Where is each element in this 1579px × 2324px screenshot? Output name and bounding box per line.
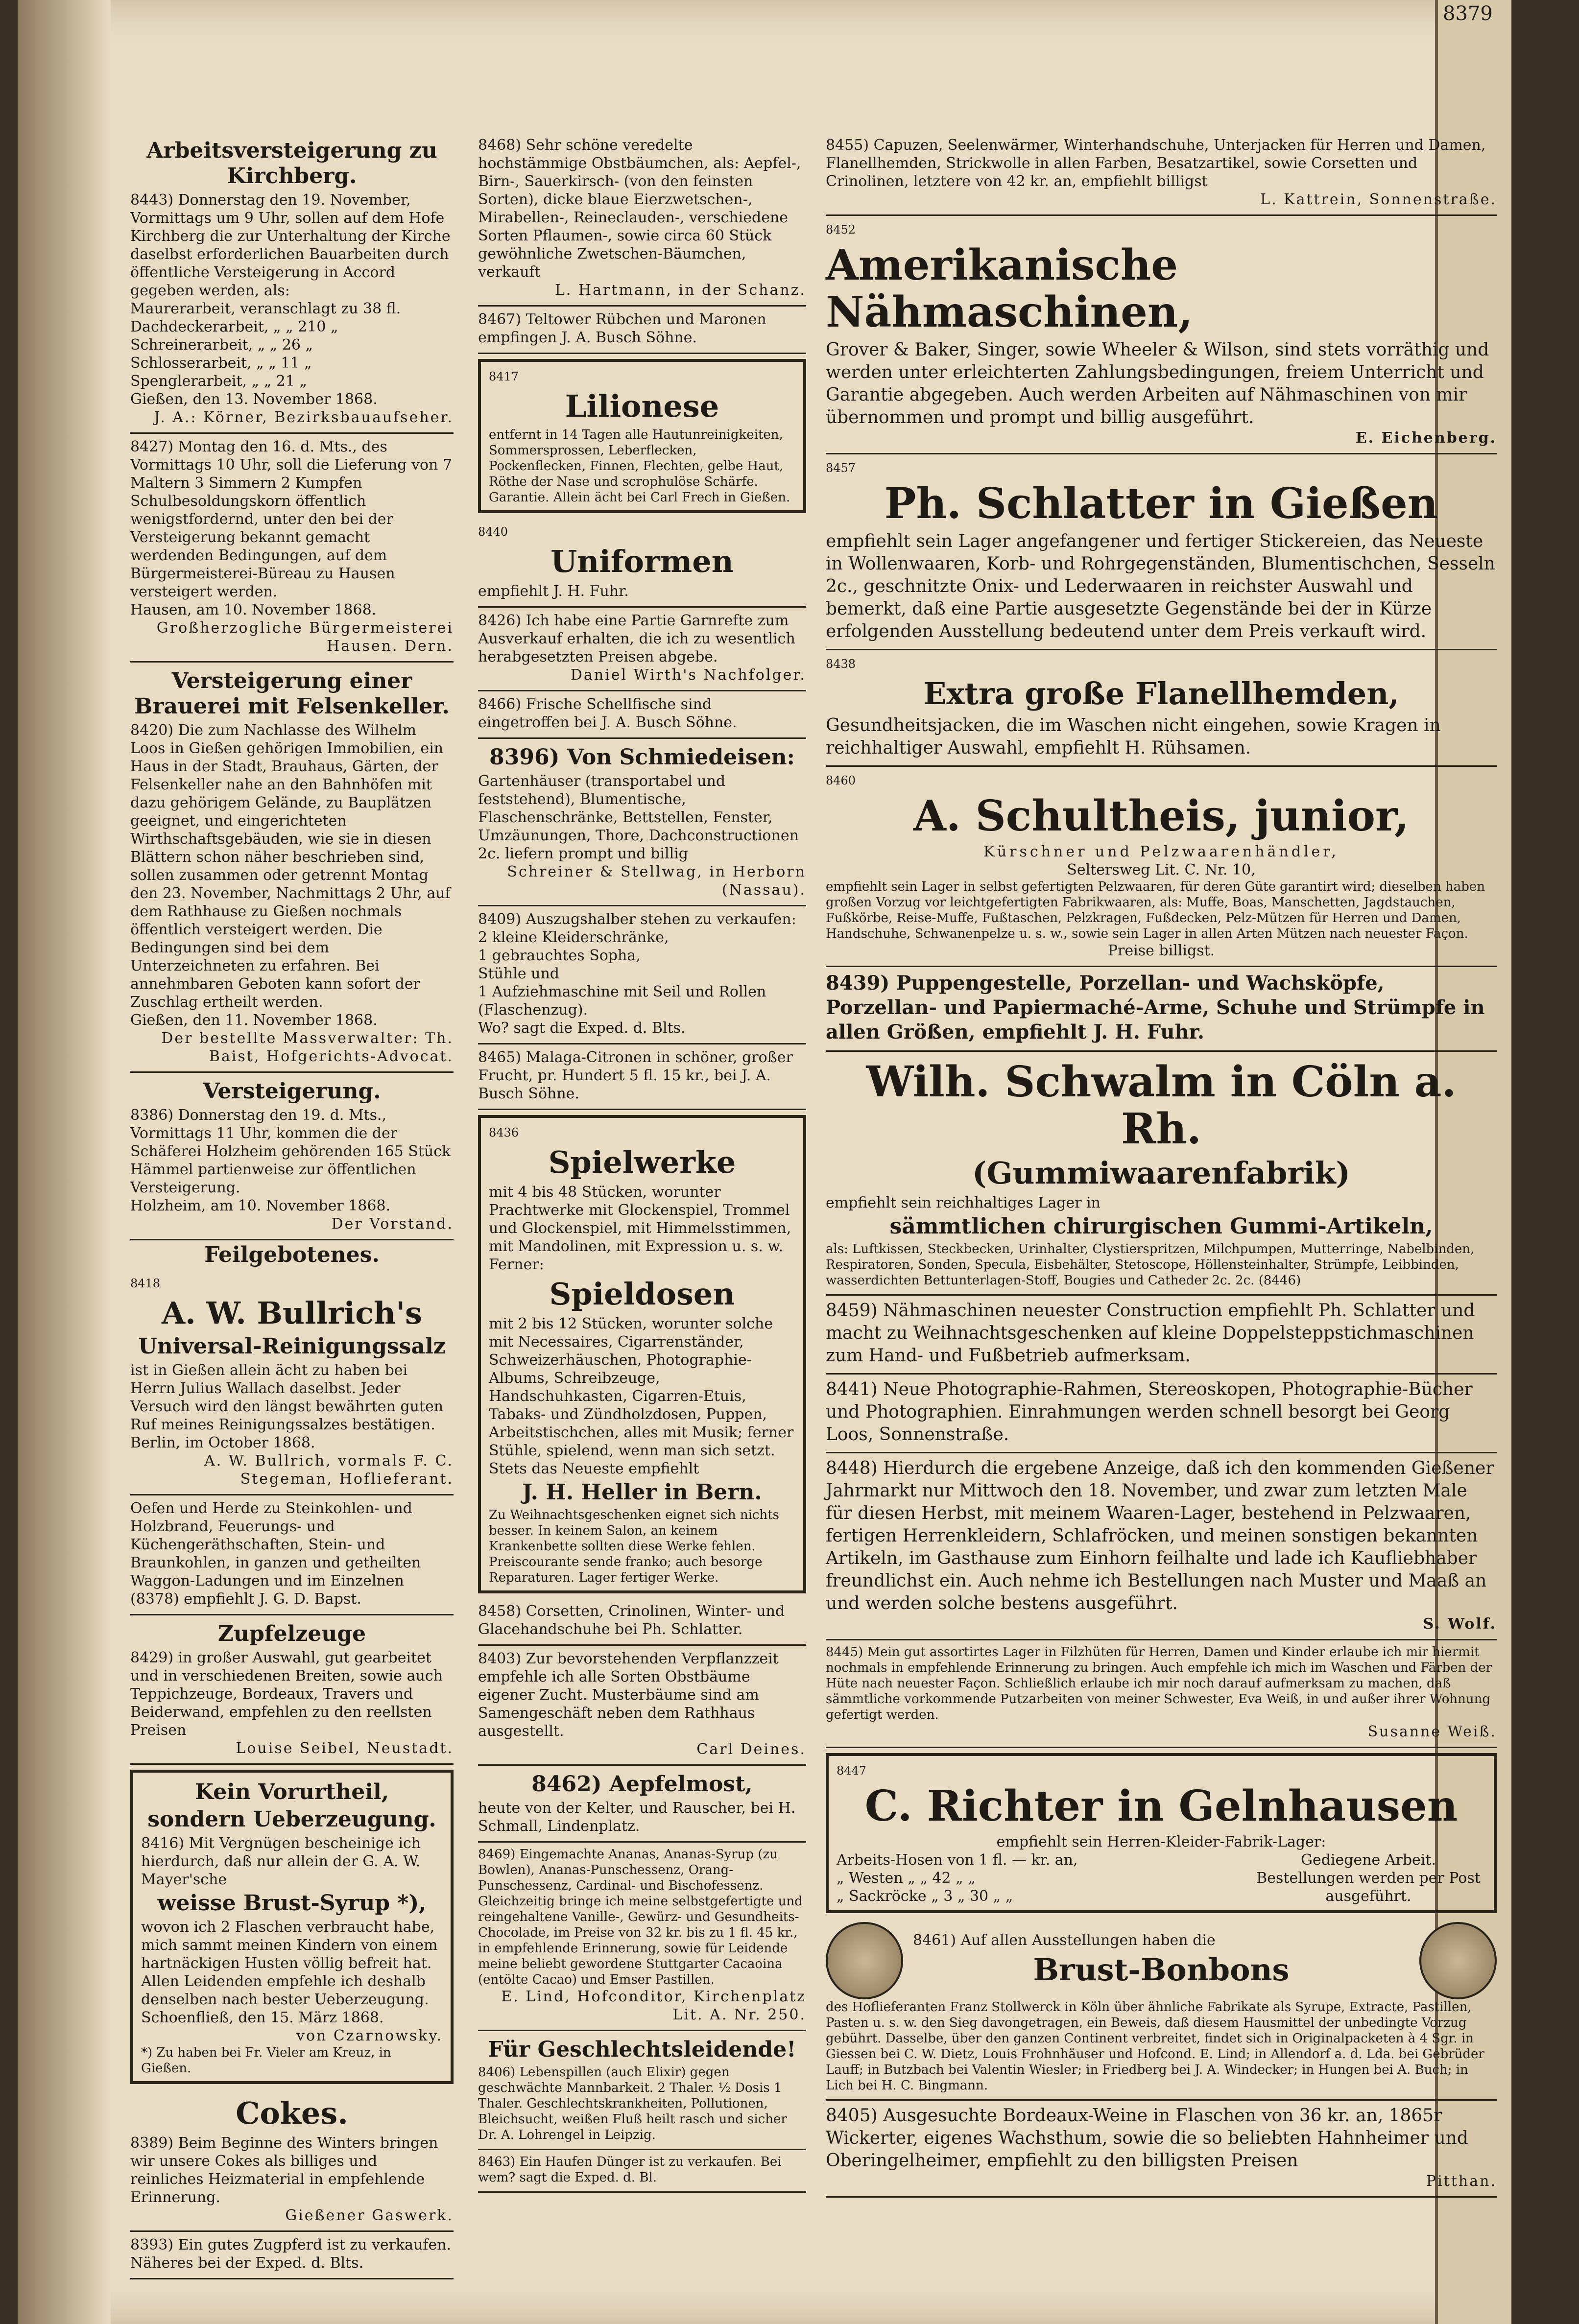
ad-signature: E. Eichenberg. [1355,429,1497,447]
ad-text: 8403) Zur bevorstehenden Verpflanzzeit empfehle ich alle Sorten Obstbäume eigener Zucht. Musterbäume sind am Samengeschäft neben dem Rathhaus ausgestellt. [478,1650,779,1740]
ad-lebenspillen [478,2031,806,2150]
section-heading: Feilgebotenes. [204,1242,380,1267]
ad-text: 8443) Donnerstag den 19. November, Vormittags um 9 Uhr, sollen auf dem Hofe Kirchberg die zur Unterhaltung der Kirche daselbst erforderlichen Bauarbeiten durch öffentliche Versteigerung in Accord gegeben werden, als: [130,191,451,299]
ad-garnreste [478,608,806,691]
ad-signature: Der bestellte Massverwalter: Th. Baist, Hofgerichts-Advocat. [161,1030,454,1065]
edge-number: 8379 [1443,2,1493,25]
ad-text: 8420) Die zum Nachlasse des Wilhelm Loos in Gießen gehörigen Immobilien, ein Haus in der Stadt, Brauhaus, Gärten, der Felsenkeller nahe an den Bahnhöfen mit dazu gehörigem Gelände, zu Bauplätzen geeignet, und eingerichteten Wirthschaftsgebäuden, wie sie in diesen Blättern schon näher beschrieben sind, sollen zusammen oder getrennt Montag den 23. November, Nachmittags 2 Uhr, auf dem Rathhause zu Gießen nochmals öffentlich versteigert werden. Die Bedingungen sind bei dem Unterzeichneten zu erfahren. Bei annehmbaren Geboten kann sofort der Zuschlag ertheilt werden. [130,722,451,1011]
ad-signature: Louise Seibel, Neustadt. [236,1740,454,1757]
ad-hausen [130,434,454,663]
ad-text: 8467) Teltower Rübchen und Maronen empfingen J. A. Busch Söhne. [478,311,766,346]
ad-heading: Cokes. [236,2095,348,2131]
ad-ruebchen [478,307,806,354]
ad-text: 8441) Neue Photographie-Rahmen, Stereoskopen, Photographie-Bücher und Photographien. Einrahmungen werden schnell besorgt bei Georg Loos, Sonnenstraße. [826,1379,1473,1445]
ad-text: Grover & Baker, Singer, sowie Wheeler & Wilson, sind stets vorräthig und werden unter erleichterten Zahlungsbedingungen, freiem Unterricht und Garantie abgegeben. Auch werden Arbeiten auf Nähmaschinen von mir übernommen und prompt und billig ausgeführt. [826,340,1489,427]
ad-product: weisse Brust-Syrup *), [157,1891,427,1916]
ad-schellfische [478,691,806,739]
ad-date: Gießen, den 13. November 1868. [130,391,378,408]
ad-item: 1 gebrauchtes Sopha, [478,947,641,964]
ad-schultheis [826,767,1497,967]
ad-text: 8445) Mein gut assortirtes Lager in Filzhüten für Herren, Damen und Kinder erlaube ich mir hiermit nochmals in empfehlende Erinnerung zu bringen. Auch empfehle ich mich im Waschen und Färben der Hüte nach neuester Façon. Schließlich erlaube ich mir noch darauf aufmerksam zu machen, daß sämmtliche vorkommende Putzarbeiten von meiner Schwester, Eva Weiß, in und außer ihrer Wohnung gefertigt werden. [826,1645,1492,1722]
ad-auszug [478,906,806,1044]
ad-text: mit 2 bis 12 Stücken, worunter solche mit Necessaires, Cigarrenständer, Schweizerhäuschen, Photographie-Albums, Schreibzeuge, Handschuhkasten, Cigarren-Etuis, Tabaks- und Zündholzdosen, Puppen, Arbeitstischchen, alles mit Musik; ferner Stühle, spielend, wenn man sich setzt. Stets das Neueste empfiehlt [489,1315,794,1477]
ad-number: 8436 [489,1126,519,1139]
ad-text: 8466) Frische Schellfische sind eingetroffen bei J. A. Busch Söhne. [478,696,737,731]
ad-heading: 8462) Aepfelmost, [531,1772,753,1797]
ad-bordeaux [826,2101,1497,2198]
ad-text: empfiehlt sein Lager in selbst gefertigten Pelzwaaren, für deren Güte garantirt wird; dieselben haben großen Vorzug vor leichtgefertigten Fabrikwaaren, als: Muffe, Boas, Manschetten, Jagdstauchen, Fußkörbe, Reise-Muffe, Fußtaschen, Pelzkragen, Fußdecken, Pelz-Mützen für Herren und Damen, Handschuhe, Schwanenpelze u. s. w., sowie sein Lager in allen Arten Mützen nach neuester Façon. [826,879,1485,941]
ad-signature: L. Hartmann, in der Schanz. [555,282,806,299]
ad-naehmaschinen-amerika [826,216,1497,454]
ad-wolf [826,1453,1497,1640]
ad-text: 8406) Lebenspillen (auch Elixir) gegen geschwächte Mannbarkeit. 2 Thaler. ½ Dosis 1 Thaler. Geschlechtskrankheiten, Pollutionen, Bleichsucht, weißen Fluß heilt rasch und sicher Dr. A. Lohrengel in Leipzig. [478,2065,787,2142]
ad-subheading: empfiehlt sein Herren-Kleider-Fabrik-Lager: [996,1833,1326,1850]
column-3 [826,132,1497,2198]
ad-number: 8440 [478,525,508,539]
ad-item: Dachdeckerarbeit, „ „ 210 „ [130,318,338,335]
ad-text: 8416) Mit Vergnügen bescheinige ich hierdurch, daß nur allein der G. A. W. Mayer'sche [141,1835,421,1888]
ad-item: Schreinerarbeit, „ „ 26 „ [130,336,313,354]
ad-heading: Amerikanische Nähmaschinen, [826,240,1193,337]
ad-cokes [130,2089,454,2232]
ad-lilionese [478,359,806,513]
ad-text: Zu Weihnachtsgeschenken eignet sich nichts besser. In keinem Salon, an keinem Krankenbette sollten diese Werke fehlen. Preiscourante sende franko; auch besorge Reparaturen. Lager fertiger Werke. [489,1508,780,1585]
ad-filzhuete [826,1640,1497,1748]
ad-text: Preise billigst. [1107,942,1215,959]
ad-ananas [478,1843,806,2031]
ad-text: wovon ich 2 Flaschen verbraucht habe, mich sammt meinen Kindern von einem hartnäckigen Husten völlig befreit hat. Allen Leidenden empfehle ich deshalb denselben nach bester Ueberzeugung. Schoenfließ, den 15. März 1868. [141,1919,438,2026]
ad-heading: Extra große Flanellhemden, [923,676,1399,711]
ad-text: Gesundheitsjacken, die im Waschen nicht eingehen, sowie Kragen in reichhaltiger Auswahl, empfiehlt H. Rühsamen. [826,715,1441,758]
ad-signature: Gießener Gaswerk. [285,2207,454,2224]
ad-heading: Uniformen [550,544,734,579]
ad-text: empfiehlt sein Lager angefangener und fertiger Stickereien, das Neueste in Wollenwaaren, Korb- und Rohrgegenständen, Blumentischchen, Sesseln 2c., geschnitzte Onix- und Lederwaaren in reichster Auswahl und bemerkt, daß eine Partie ausgesetzte Gegenstände bei der in Kürze erfolgenden Ausstellung bedeutend unter dem Preis verkauft wird. [826,531,1495,641]
ad-uniformen [478,518,806,608]
ad-text: 8469) Eingemachte Ananas, Ananas-Syrup (zu Bowlen), Ananas-Punschessenz, Orang-Punschessenz, Cardinal- und Bischofessenz. Gleichzeitig bringe ich meine selbstgefertigte und reingehaltene Vanille-, Gewürz- und Gesundheits-Chocolade, im Preise von 32 kr. bis zu 1 fl. 45 kr., in empfehlende Erinnerung, sowie für Leidende meine beliebt gewordene Stuttgarter Cacaoina (entölte Cacao) und Emser Pastillen. [478,1847,803,1987]
ad-heading: Kein Vorurtheil, [194,1779,389,1804]
ad-number: 8438 [826,657,856,671]
ad-text: 8426) Ich habe eine Partie Garnrefte zum Ausverkauf erhalten, die ich zu wesentlich herabgesetzten Preisen abgebe. [478,612,795,665]
ad-heading: 8409) Auszugshalber stehen zu verkaufen: [478,911,796,928]
ad-kirchberg [130,132,454,434]
ad-oefen [130,1495,454,1615]
ad-schlatter [826,454,1497,650]
ad-item: „ Sackröcke „ 3 „ 30 „ „ [837,1888,1013,1905]
ad-heading: 8396) Von Schmiedeisen: [489,745,795,770]
ad-text: 8393) Ein gutes Zugpferd ist zu verkaufen. Näheres bei der Exped. d. Blts. [130,2236,452,2272]
ad-signature: Pitthan. [1426,2173,1497,2190]
ad-heading: Brust-Bonbons [1033,1951,1290,1988]
ad-text: 8468) Sehr schöne veredelte hochstämmige Obstbäumchen, als: Aepfel-, Birn-, Sauerkirsch- (von den feinsten Sorten), dicke blaue Eierzwetschen-, Mirabellen-, Reineclauden-, verschiedene Sorten Pflaumen-, sowie circa 60 Stück gewöhnliche Zwetschen-Bäumchen, verkauft [478,137,801,281]
ad-number: 8417 [489,370,519,383]
ad-signature: Der Vorstand. [331,1215,454,1233]
ad-text: mit 4 bis 48 Stücken, worunter Prachtwerke mit Glockenspiel, Trommel und Glockenspiel, mit Himmelsstimmen, mit Mandolinen, mit Expression u. s. w. Ferner: [489,1184,791,1273]
ad-signature: Carl Deines. [696,1741,806,1758]
ad-heading: A. Schultheis, junior, [913,791,1409,841]
ad-heading: Arbeitsversteigerung zu Kirchberg. [146,138,437,189]
ad-date: Gießen, den 11. November 1868. [130,1012,378,1029]
ad-number: 8418 [130,1277,161,1290]
ad-text: ist in Gießen allein ächt zu haben bei Herrn Julius Wallach daselbst. Jeder Versuch wird den längst bewährten guten Ruf meines Reinigungssalzes bestätigen. Berlin, im October 1868. [130,1362,444,1451]
ad-obstbaeume [478,1646,806,1766]
ad-text: 8389) Beim Beginne des Winters bringen wir unsere Cokes als billiges und reinliches Heizmaterial in empfehlende Erinnerung. [130,2134,438,2206]
ad-text: 8463) Ein Haufen Dünger ist zu verkaufen. Bei wem? sagt die Exped. d. Bl. [478,2155,782,2185]
ad-text: entfernt in 14 Tagen alle Hautunreinigkeiten, Sommersprossen, Leberflecken, Pockenflecken, Finnen, Flechten, gelbe Haut, Röthe der Nase und scrophulöse Schärfe. Garantie. Allein ächt bei Carl Frech in Gießen. [489,427,790,505]
ad-flanellhemden [826,650,1497,767]
ad-subheading: (Gummiwaarenfabrik) [972,1155,1350,1191]
ad-item: 1 Aufziehmaschine mit Seil und Rollen (Flaschenzug). [478,983,766,1019]
ad-heading: Wilh. Schwalm in Cöln a. Rh. [866,1057,1457,1154]
ad-heading: Ph. Schlatter in Gießen [884,479,1438,528]
ad-schwalm [826,1052,1497,1296]
ad-text: sämmtlichen chirurgischen Gummi-Artikeln, [889,1214,1433,1239]
ad-signature: Schreiner & Stellwag, in Herborn (Nassau). [507,863,806,899]
ad-corsetten [478,1598,806,1646]
ad-text: 8386) Donnerstag den 19. d. Mts., Vormittags 11 Uhr, kommen die der Schäferei Holzheim gehörenden 165 Stück Hämmel partienweise zur öffentlichen Versteigerung. [130,1107,451,1196]
ad-text: 8461) Auf allen Ausstellungen haben die [913,1931,1216,1949]
ad-subheading: Kürschner und Pelzwaarenhändler, [983,843,1339,860]
ad-item: Maurerarbeit, veranschlagt zu 38 fl. [130,300,401,317]
ad-text: 8448) Hierdurch die ergebene Anzeige, daß ich den kommenden Gießener Jahrmarkt nur Mittwoch den 18. November, und zwar zum letzten Male für diesen Herbst, mit meinem Waaren-Lager, bestehend in Pelzwaaren, fertigen Herrenkleidern, Schlafröcken, und meinen sonstigen bekannten Artikeln, im Gasthause zum Einhorn feilhalte und lade ich Kaufliebhaber freundlichst ein. Auch nehme ich Bestellungen nach Muster und Maaß an und werden solche bestens ausgeführt. [826,1458,1494,1613]
ad-text: heute von der Kelter, und Rauscher, bei H. Schmall, Lindenplatz. [478,1800,796,1835]
ad-signature: J. H. Heller in Bern. [522,1480,762,1505]
ad-heading: Für Geschlechtsleidende! [488,2037,796,2062]
ad-signature: Daniel Wirth's Nachfolger. [570,666,806,684]
ad-date: Holzheim, am 10. November 1868. [130,1197,391,1214]
ad-text: 8429) in großer Auswahl, gut gearbeitet und in verschiedenen Breiten, sowie auch Teppichzeuge, Bordeaux, Travers und Beiderwand, empfehlen zu den reellsten Preisen [130,1649,443,1739]
ad-signature: Großherzogliche Bürgermeisterei Hausen. Dern. [156,619,454,655]
ad-heading: A. W. Bullrich's [162,1295,422,1331]
ad-signature: von Czarnowsky. [296,2027,443,2044]
ad-signature: J. A.: Körner, Bezirksbauaufseher. [154,409,454,426]
ad-duenger [478,2150,806,2193]
ad-puppengestelle [826,967,1497,1052]
ad-footnote: *) Zu haben bei Fr. Vieler am Kreuz, in Gießen. [141,2045,391,2076]
book-spine [18,0,111,2324]
ad-text: 8455) Capuzen, Seelenwärmer, Winterhandschuhe, Unterjacken für Herren und Damen, Flanellhemden, Strickwolle in allen Farben, Besatzartikel, sowie Corsetten und Crinolinen, letztere von 42 kr. an, empfiehlt billigst [826,137,1486,190]
medal-icon [826,1922,903,1999]
ad-obstbaeumchen [478,132,806,307]
ad-date: Hausen, am 10. November 1868. [130,601,377,618]
ad-number: 8457 [826,461,856,475]
ad-photographie [826,1375,1497,1453]
ad-text: als: Luftkissen, Steckbecken, Urinhalter, Clystierspritzen, Milchpumpen, Mutterringe, Nabelbinden, Respiratoren, Sonden, Specula, Eisbehälter, Stetoscope, Höllensteinhalter, Strümpfe, Leibbinden, wasserdichten Bettunterlagen-Stoff, Bougies und Catheder 2c. 2c. (8446) [826,1242,1475,1288]
ad-brust-syrup [130,1770,454,2084]
ad-signature: A. W. Bullrich, vormals F. C. Stegeman, Hoflieferant. [204,1452,454,1488]
ad-heading: Lilionese [565,388,719,424]
ad-heading: Zupfelzeuge [217,1621,366,1646]
ad-text: Oefen und Herde zu Steinkohlen- und Holzbrand, Feuerungs- und Küchengeräthschaften, Stein- und Braunkohlen, in ganzen und getheilten Waggon-Ladungen und im Einzelnen (8378) empfiehlt J. G. D. Bapst. [130,1500,421,1608]
ad-text: 8465) Malaga-Citronen in schöner, großer Frucht, pr. Hundert 5 fl. 15 kr., bei J. A. Busch Söhne. [478,1049,793,1102]
ad-text: empfiehlt sein reichhaltiges Lager in [826,1194,1101,1211]
column-1 [130,132,454,2279]
ad-zupfelzeuge [130,1615,454,1765]
ad-text: 8427) Montag den 16. d. Mts., des Vormittags 10 Uhr, soll die Lieferung von 7 Maltern 3 Simmern 2 Kumpfen Schulbesoldungskorn öffentlich wenigstfordernd, unter den bei der Versteigerung bekannt gemacht werdenden Bedingungen, auf dem Bürgermeisterei-Büreau zu Hausen versteigert werden. [130,438,452,600]
ad-signature: L. Kattrein, Sonnenstraße. [1260,191,1497,208]
ad-number: 8447 [837,1764,867,1778]
ad-heading: Spielwerke [548,1144,736,1180]
ad-heading: sondern Ueberzeugung. [147,1807,436,1832]
ad-text: 8405) Ausgesuchte Bordeaux-Weine in Flaschen von 36 kr. an, 1865r Wickerter, eigenes Wachsthum, sowie die so beliebten Hahnheimer und Oberingelheimer, empfiehlt zu den billigsten Preisen [826,2106,1468,2171]
ad-heading: Versteigerung einer Brauerei mit Felsenkeller. [134,668,450,719]
ad-number: 8460 [826,774,856,787]
ad-subheading: Universal-Reinigungssalz [138,1334,446,1359]
ad-naehmaschinen-schlatter [826,1296,1497,1375]
ad-text: empfiehlt J. H. Fuhr. [478,583,629,600]
ad-item: Stühle und [478,965,559,982]
ad-item: 2 kleine Kleiderschränke, [478,929,669,946]
ad-schmiedeisen [478,739,806,906]
ad-text: 8458) Corsetten, Crinolinen, Winter- und Glacehandschuhe bei Ph. Schlatter. [478,1603,785,1638]
ad-richter [826,1753,1497,1913]
ad-text: 8459) Nähmaschinen neuester Construction empfiehlt Ph. Schlatter und macht zu Weihnachtsgeschenken auf kleine Doppelsteppstichmaschinen zum Hand- und Fußbetrieb aufmerksam. [826,1301,1475,1366]
ad-bullrich [130,1270,454,1495]
ad-item: Arbeits-Hosen von 1 fl. — kr. an, [837,1851,1078,1869]
ad-heading: Spieldosen [549,1276,735,1312]
ad-heading: C. Richter in Gelnhausen [864,1781,1458,1831]
ad-text: 8439) Puppengestelle, Porzellan- und Wachsköpfe, Porzellan- und Papiermaché-Arme, Schuhe und Strümpfe in allen Größen, empfiehlt J. H. Fuhr. [826,972,1485,1043]
ad-kattrein [826,132,1497,216]
medal-icon [1419,1922,1497,1999]
ad-text: Wo? sagt die Exped. d. Blts. [478,1020,686,1037]
ad-item: Spenglerarbeit, „ „ 21 „ [130,373,308,390]
ad-citronen [478,1044,806,1110]
ad-item: „ Westen „ „ 42 „ „ [837,1870,976,1887]
ad-zugpferd [130,2232,454,2279]
ad-text: Gartenhäuser (transportabel und feststehend), Blumentische, Flaschenschränke, Bettstellen, Fenster, Umzäunungen, Thore, Dachconstructionen 2c. liefern prompt und billig [478,773,799,862]
ad-holzheim [130,1073,454,1240]
ad-signature: S. Wolf. [1423,1615,1497,1633]
ad-address: Seltersweg Lit. C. Nr. 10, [1067,861,1256,878]
ad-text: des Hoflieferanten Franz Stollwerck in Köln über ähnliche Fabrikate als Syrupe, Extracte, Pastillen, Pasten u. s. w. den Sieg davongetragen, ein Beweis, daß diesem Hausmittel der unbedingte Vorzug gebührt. Dasselbe, über den ganzen Continent verbreitet, findet sich in Originalpacketen à 4 Sgr. in Giessen bei C. W. Dietz, Louis Frohnhäuser und Hofcond. E. Lind; in Allendorf a. d. Lda. bei Gebrüder Lauff; in Butzbach bei Valentin Wiesler; in Friedberg bei J. A. Windecker; in Hungen bei A. Buch; in Lich bei H. C. Bingmann. [826,2000,1484,2093]
ad-aepfelmost [478,1766,806,1843]
column-2 [478,132,806,2193]
ad-item: Schlosserarbeit, „ „ 11 „ [130,355,312,372]
ad-signature: Susanne Weiß. [1367,1723,1497,1740]
ad-number: 8452 [826,223,856,237]
ad-spielwerke [478,1115,806,1593]
ad-brauerei [130,663,454,1073]
newspaper-page [18,0,1511,2324]
ad-heading: Versteigerung. [203,1079,381,1104]
ad-signature: E. Lind, Hofconditor, Kirchenplatz Lit. A. Nr. 250. [501,1988,806,2023]
ad-text: Gediegene Arbeit. Bestellungen werden per Post ausgeführt. [1256,1851,1481,1905]
ad-brust-bonbons [826,1918,1497,2101]
